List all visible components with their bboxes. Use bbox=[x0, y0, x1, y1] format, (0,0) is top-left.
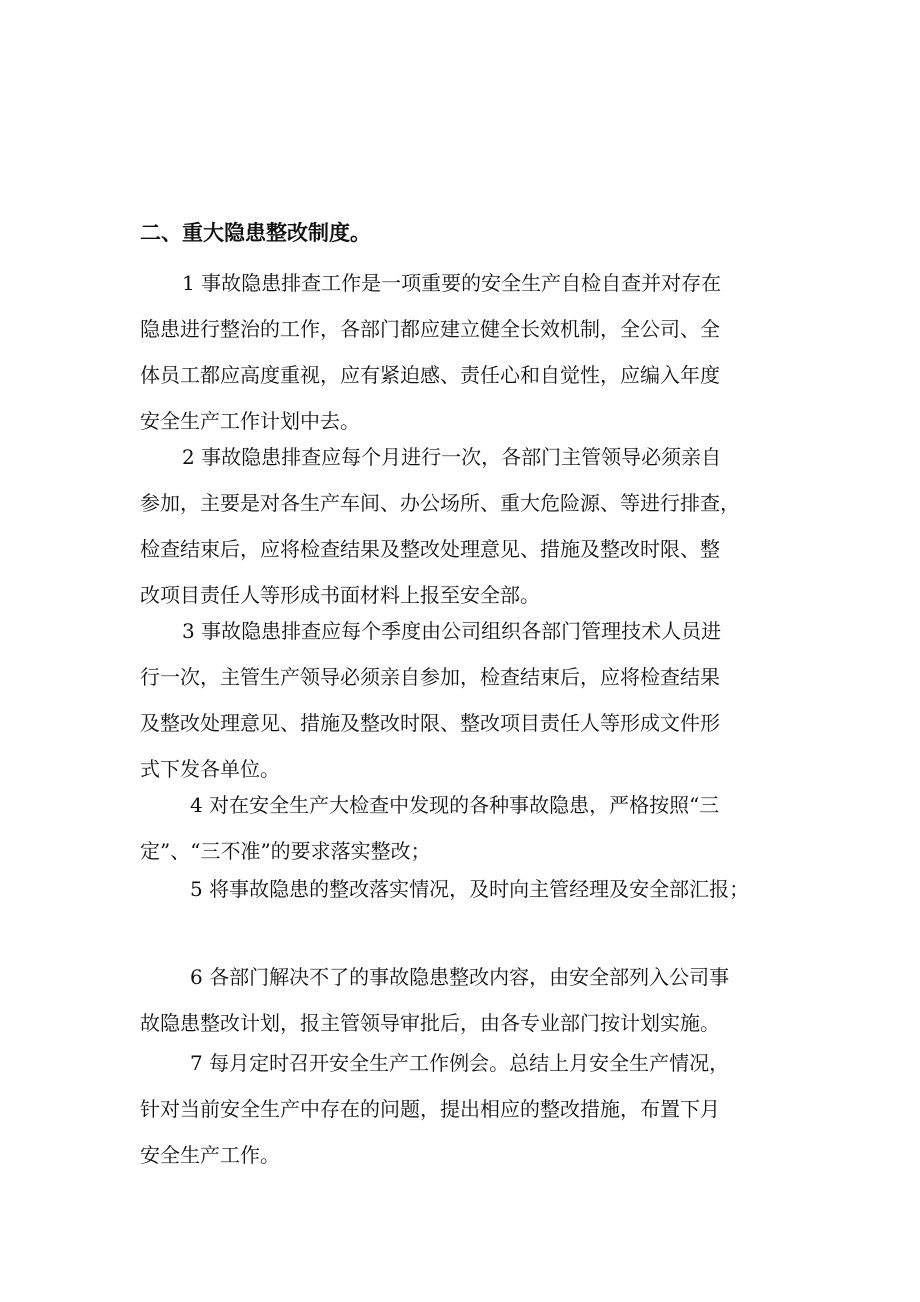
paragraph-7 bbox=[140, 1040, 790, 1178]
paragraph-2 bbox=[140, 434, 790, 618]
paragraph-line: 行一次，主管生产领导必须亲自参加，检查结束后，应将检查结果 bbox=[140, 665, 720, 689]
paragraph-line: 安全生产工作。 bbox=[140, 1143, 280, 1167]
paragraph-1 bbox=[140, 260, 790, 444]
paragraph-4 bbox=[140, 782, 790, 874]
paragraph-line: 及整改处理意见、措施及整改时限、整改项目责任人等形成文件形 bbox=[140, 711, 720, 735]
paragraph-line: 式下发各单位。 bbox=[140, 757, 280, 781]
paragraph-line: 体员工都应高度重视，应有紧迫感、责任心和自觉性，应编入年度 bbox=[140, 363, 720, 387]
paragraph-line: 隐患进行整治的工作，各部门都应建立健全长效机制，全公司、全 bbox=[140, 317, 720, 341]
paragraph-line: 安全生产工作计划中去。 bbox=[140, 409, 360, 433]
paragraph-line: 6 各部门解决不了的事故隐患整改内容，由安全部列入公司事 bbox=[190, 965, 730, 989]
paragraph-line: 针对当前安全生产中存在的问题，提出相应的整改措施，布置下月 bbox=[140, 1097, 720, 1121]
section-heading: 二、重大隐患整改制度。 bbox=[140, 220, 371, 245]
paragraph-5 bbox=[140, 866, 790, 912]
paragraph-line: 1 事故隐患排查工作是一项重要的安全生产自检自查并对存在 bbox=[182, 271, 722, 295]
paragraph-6 bbox=[140, 954, 790, 1046]
paragraph-line: 7 每月定时召开安全生产工作例会。总结上月安全生产情况， bbox=[190, 1051, 730, 1075]
paragraph-line: 改项目责任人等形成书面材料上报至安全部。 bbox=[140, 583, 540, 607]
paragraph-line: 检查结束后，应将检查结果及整改处理意见、措施及整改时限、整 bbox=[140, 537, 720, 561]
paragraph-line: 故隐患整改计划，报主管领导审批后，由各专业部门按计划实施。 bbox=[140, 1011, 720, 1035]
paragraph-line: 4 对在安全生产大检查中发现的各种事故隐患，严格按照“三 bbox=[190, 793, 720, 817]
paragraph-line: 定”、“三不准”的要求落实整改； bbox=[140, 839, 431, 863]
paragraph-line: 2 事故隐患排查应每个月进行一次，各部门主管领导必须亲自 bbox=[182, 445, 722, 469]
paragraph-line: 5 将事故隐患的整改落实情况，及时向主管经理及安全部汇报； bbox=[190, 877, 750, 901]
paragraph-line: 3 事故隐患排查应每个季度由公司组织各部门管理技术人员进 bbox=[182, 619, 722, 643]
paragraph-3 bbox=[140, 608, 790, 792]
paragraph-line: 参加，主要是对各生产车间、办公场所、重大危险源、等进行排查， bbox=[140, 491, 740, 515]
